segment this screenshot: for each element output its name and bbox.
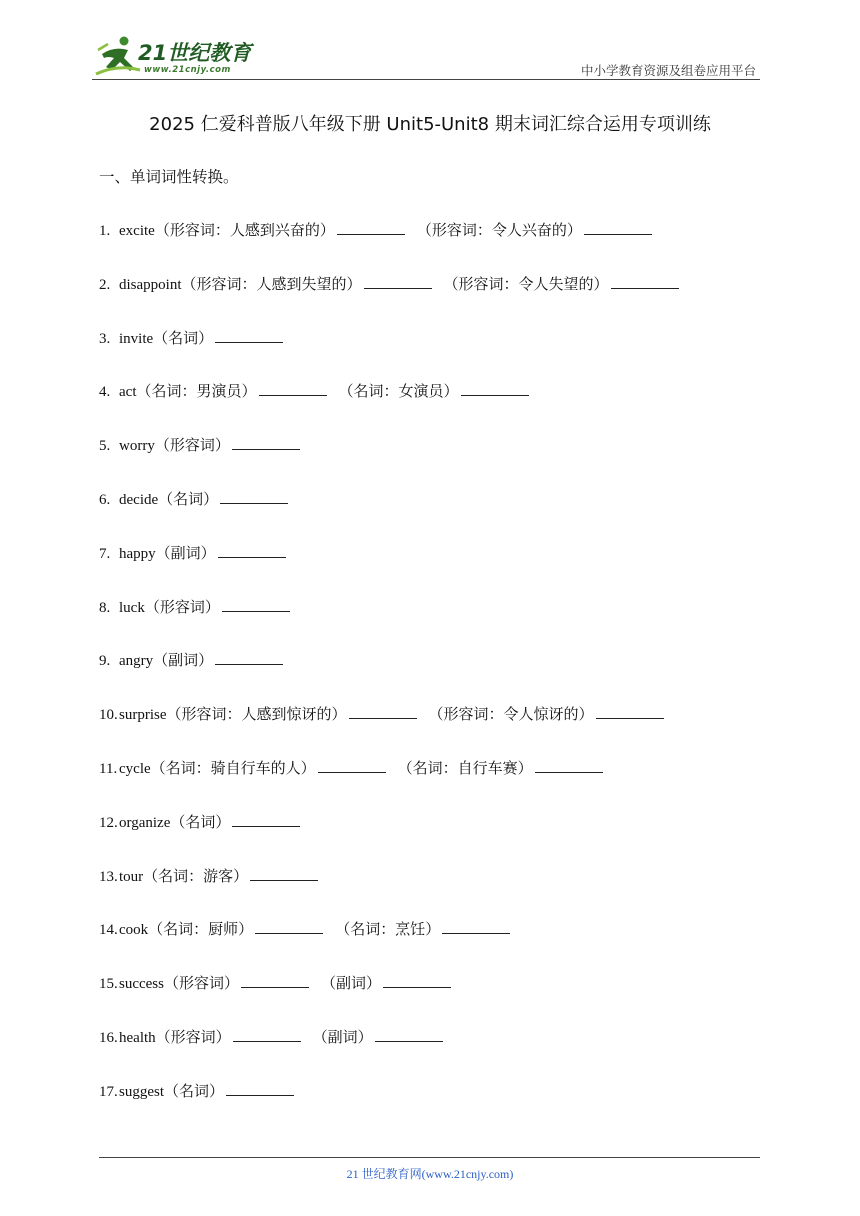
- item-number: 8.: [99, 599, 111, 616]
- item-number: 11.: [99, 760, 118, 777]
- item-hint: （形容词）: [155, 1027, 231, 1046]
- exercise-item: [99, 703, 679, 757]
- answer-blank[interactable]: [250, 867, 318, 881]
- exercise-item: [99, 811, 679, 865]
- item-hint: （副词）: [321, 974, 382, 993]
- answer-blank[interactable]: [232, 436, 300, 450]
- answer-blank[interactable]: [241, 974, 309, 988]
- item-hint: （形容词）: [164, 974, 240, 993]
- item-word: suggest: [119, 1083, 164, 1100]
- header-divider: [92, 79, 760, 80]
- answer-blank[interactable]: [232, 813, 300, 827]
- answer-blank[interactable]: [259, 382, 327, 396]
- item-number: 5.: [99, 438, 111, 455]
- exercise-item: [99, 327, 679, 381]
- exercise-item: [99, 596, 679, 650]
- answer-blank[interactable]: [255, 920, 323, 934]
- item-number: 9.: [99, 653, 111, 670]
- item-word: health: [119, 1029, 156, 1046]
- item-word: angry: [119, 653, 154, 670]
- item-hint: （形容词：人感到兴奋的）: [154, 221, 335, 239]
- item-hint: （名词：游客）: [143, 866, 249, 885]
- exercise-item: [99, 865, 679, 919]
- item-number: 4.: [99, 384, 111, 401]
- item-hint: （名词）: [153, 328, 214, 347]
- item-number: 14.: [99, 922, 118, 939]
- item-word: luck: [119, 599, 145, 616]
- exercise-item: [99, 1026, 679, 1080]
- item-word: disappoint: [119, 276, 182, 293]
- page-header: [92, 28, 760, 80]
- item-number: 15.: [99, 976, 118, 993]
- exercise-item: [99, 434, 679, 488]
- item-number: 13.: [99, 868, 118, 885]
- item-hint: （形容词：人感到失望的）: [181, 274, 362, 293]
- item-word: worry: [119, 438, 155, 455]
- answer-blank[interactable]: [218, 544, 286, 558]
- item-number: 16.: [99, 1029, 118, 1046]
- exercise-item: [99, 273, 679, 327]
- item-hint: （名词）: [170, 812, 231, 831]
- item-number: 12.: [99, 814, 118, 831]
- item-hint: （副词）: [312, 1027, 373, 1046]
- item-word: decide: [119, 491, 159, 508]
- exercise-item: [99, 219, 679, 273]
- item-word: invite: [119, 330, 154, 347]
- item-word: organize: [119, 814, 171, 831]
- exercise-item: [99, 1080, 679, 1134]
- answer-blank[interactable]: [596, 705, 664, 719]
- item-hint: （形容词：人感到惊讶的）: [166, 705, 347, 724]
- item-word: excite: [119, 223, 155, 239]
- answer-blank[interactable]: [222, 598, 290, 612]
- item-hint: （副词）: [155, 543, 216, 562]
- page-title: 2025 仁爱科普版八年级下册 Unit5-Unit8 期末词汇综合运用专项训练: [149, 114, 711, 135]
- item-hint: （形容词）: [154, 436, 230, 455]
- item-hint: （形容词：令人惊讶的）: [428, 705, 594, 724]
- item-number: 6.: [99, 491, 111, 508]
- exercise-item: [99, 380, 679, 434]
- answer-blank[interactable]: [442, 920, 510, 934]
- item-word: cook: [119, 922, 149, 939]
- answer-blank[interactable]: [584, 221, 652, 235]
- logo-url: www.21cnjy.com: [144, 65, 231, 75]
- item-hint: （名词：骑自行车的人）: [150, 758, 316, 777]
- item-word: success: [119, 976, 164, 993]
- item-word: act: [119, 384, 137, 401]
- item-number: 17.: [99, 1083, 118, 1100]
- item-number: 7.: [99, 545, 111, 562]
- item-hint: （形容词：令人兴奋的）: [416, 221, 582, 239]
- item-hint: （形容词：令人失望的）: [443, 274, 609, 293]
- answer-blank[interactable]: [375, 1028, 443, 1042]
- exercise-item: [99, 488, 679, 542]
- exercise-item: [99, 649, 679, 703]
- exercise-item: [99, 972, 679, 1026]
- answer-blank[interactable]: [535, 759, 603, 773]
- answer-blank[interactable]: [611, 275, 679, 289]
- item-hint: （名词：自行车赛）: [397, 758, 533, 777]
- item-hint: （名词：女演员）: [338, 382, 459, 401]
- answer-blank[interactable]: [461, 382, 529, 396]
- item-hint: （名词：烹饪）: [335, 920, 441, 939]
- answer-blank[interactable]: [220, 490, 288, 504]
- footer-text: 21 世纪教育网(www.21cnjy.com): [346, 1167, 514, 1181]
- logo: [94, 34, 264, 78]
- item-word: happy: [119, 545, 156, 562]
- exercise-list: [99, 219, 679, 1134]
- item-hint: （形容词）: [144, 597, 220, 616]
- answer-blank[interactable]: [215, 651, 283, 665]
- item-number: 1.: [99, 223, 111, 239]
- exercise-item: [99, 542, 679, 596]
- answer-blank[interactable]: [349, 705, 417, 719]
- answer-blank[interactable]: [318, 759, 386, 773]
- answer-blank[interactable]: [233, 1028, 301, 1042]
- logo-text: 21世纪教育: [138, 41, 252, 65]
- answer-blank[interactable]: [383, 974, 451, 988]
- section-heading: 一、单词词性转换。: [99, 169, 239, 186]
- item-word: tour: [119, 868, 144, 885]
- item-word: cycle: [119, 760, 151, 777]
- answer-blank[interactable]: [364, 275, 432, 289]
- exercise-item: [99, 918, 679, 972]
- answer-blank[interactable]: [226, 1082, 294, 1096]
- item-hint: （名词：厨师）: [148, 920, 254, 939]
- exercise-item: [99, 757, 679, 811]
- item-hint: （副词）: [153, 651, 214, 670]
- item-number: 10.: [99, 707, 118, 724]
- answer-blank[interactable]: [337, 221, 405, 235]
- item-word: surprise: [119, 707, 167, 724]
- item-number: 2.: [99, 276, 111, 293]
- item-hint: （名词）: [164, 1081, 225, 1100]
- item-hint: （名词：男演员）: [136, 382, 257, 401]
- item-number: 3.: [99, 330, 111, 347]
- platform-name: 中小学教育资源及组卷应用平台: [580, 64, 756, 78]
- answer-blank[interactable]: [215, 329, 283, 343]
- runner-logo-icon: [94, 34, 142, 78]
- footer-divider: [99, 1157, 760, 1158]
- item-hint: （名词）: [158, 489, 219, 508]
